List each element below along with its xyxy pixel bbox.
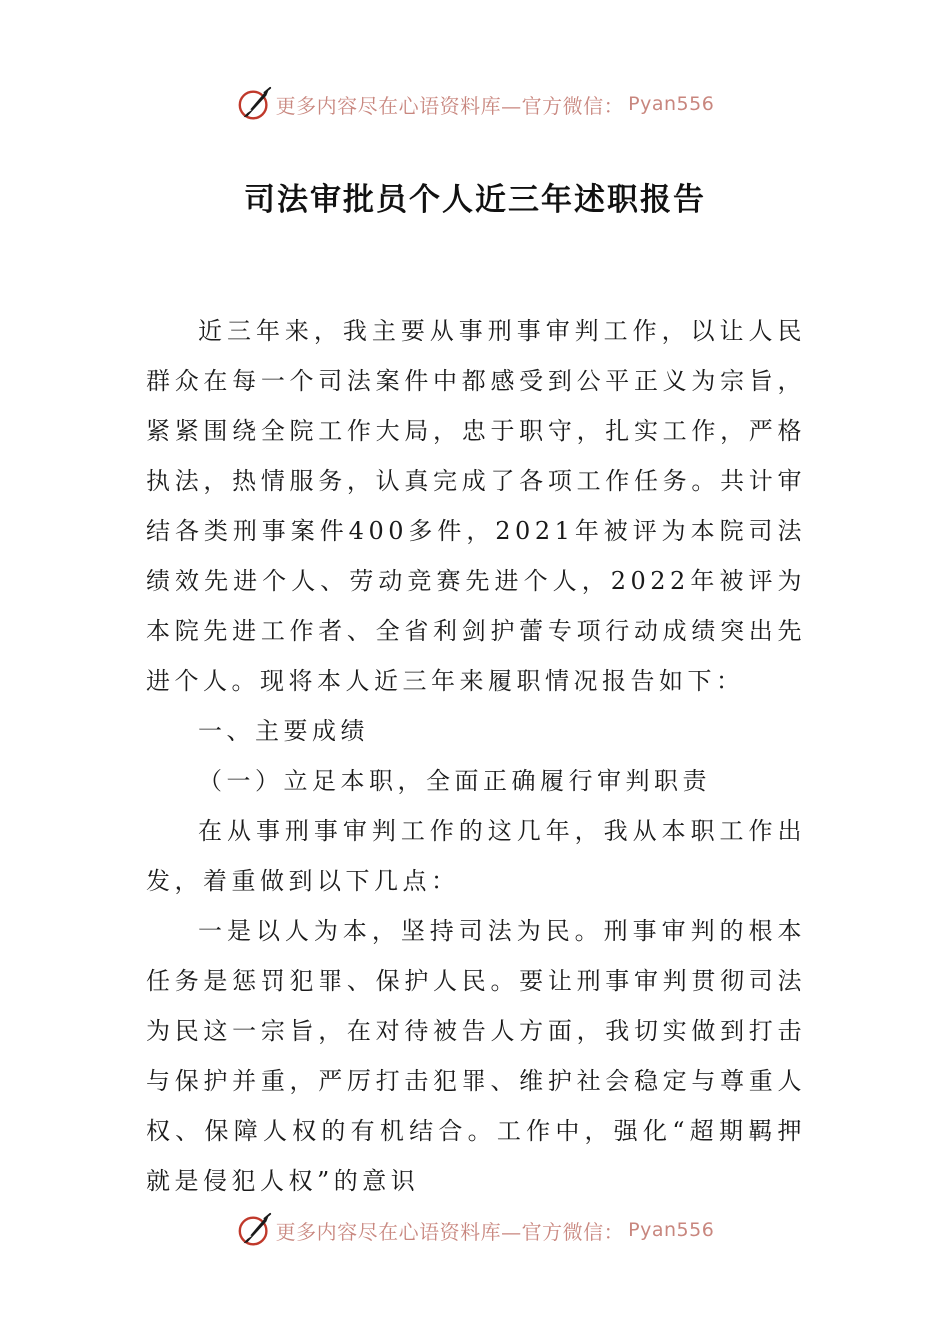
watermark-text: 更多内容尽在心语资料库—官方微信： xyxy=(275,1219,625,1244)
section-heading: 一、主要成绩 xyxy=(198,717,369,745)
document-body xyxy=(146,306,806,1206)
document-title: 司法审批员个人近三年述职报告 xyxy=(244,182,706,218)
footer-watermark xyxy=(0,1210,950,1250)
paragraph-intro: 近三年来，我主要从事刑事审判工作，以让人民群众在每一个司法案件中都感受到公平正义为宗旨，紧紧围绕全院工作大局，忠于职守，扎实工作，严格执法，热情服务，认真完成了各项工作任务。共计审结各类刑事案件400多件，2021年被评为本院司法绩效先进个人、劳动竞赛先进个人，2022年被评为本院先进工作者、全省利剑护蕾专项行动成绩突出先进个人。现将本人近三年来履职情况报告如下： xyxy=(146,317,806,695)
subsection-heading: （一）立足本职，全面正确履行审判职责 xyxy=(198,767,711,795)
quill-pen-logo-icon xyxy=(236,85,274,123)
paragraph: 在从事刑事审判工作的这几年，我从本职工作出发，着重做到以下几点： xyxy=(146,817,806,895)
watermark-wechat-id: Pyan556 xyxy=(628,93,715,115)
quill-pen-logo-icon xyxy=(236,1211,274,1249)
watermark-text: 更多内容尽在心语资料库—官方微信： xyxy=(275,93,625,118)
paragraph: 一是以人为本，坚持司法为民。刑事审判的根本任务是惩罚犯罪、保护人民。要让刑事审判贯彻司法为民这一宗旨，在对待被告人方面，我切实做到打击与保护并重，严厉打击犯罪、维护社会稳定与尊重人权、保障人权的有机结合。工作中，强化“超期羁押就是侵犯人权”的意识 xyxy=(146,917,806,1195)
header-watermark xyxy=(0,84,950,124)
watermark-wechat-id: Pyan556 xyxy=(628,1219,715,1241)
